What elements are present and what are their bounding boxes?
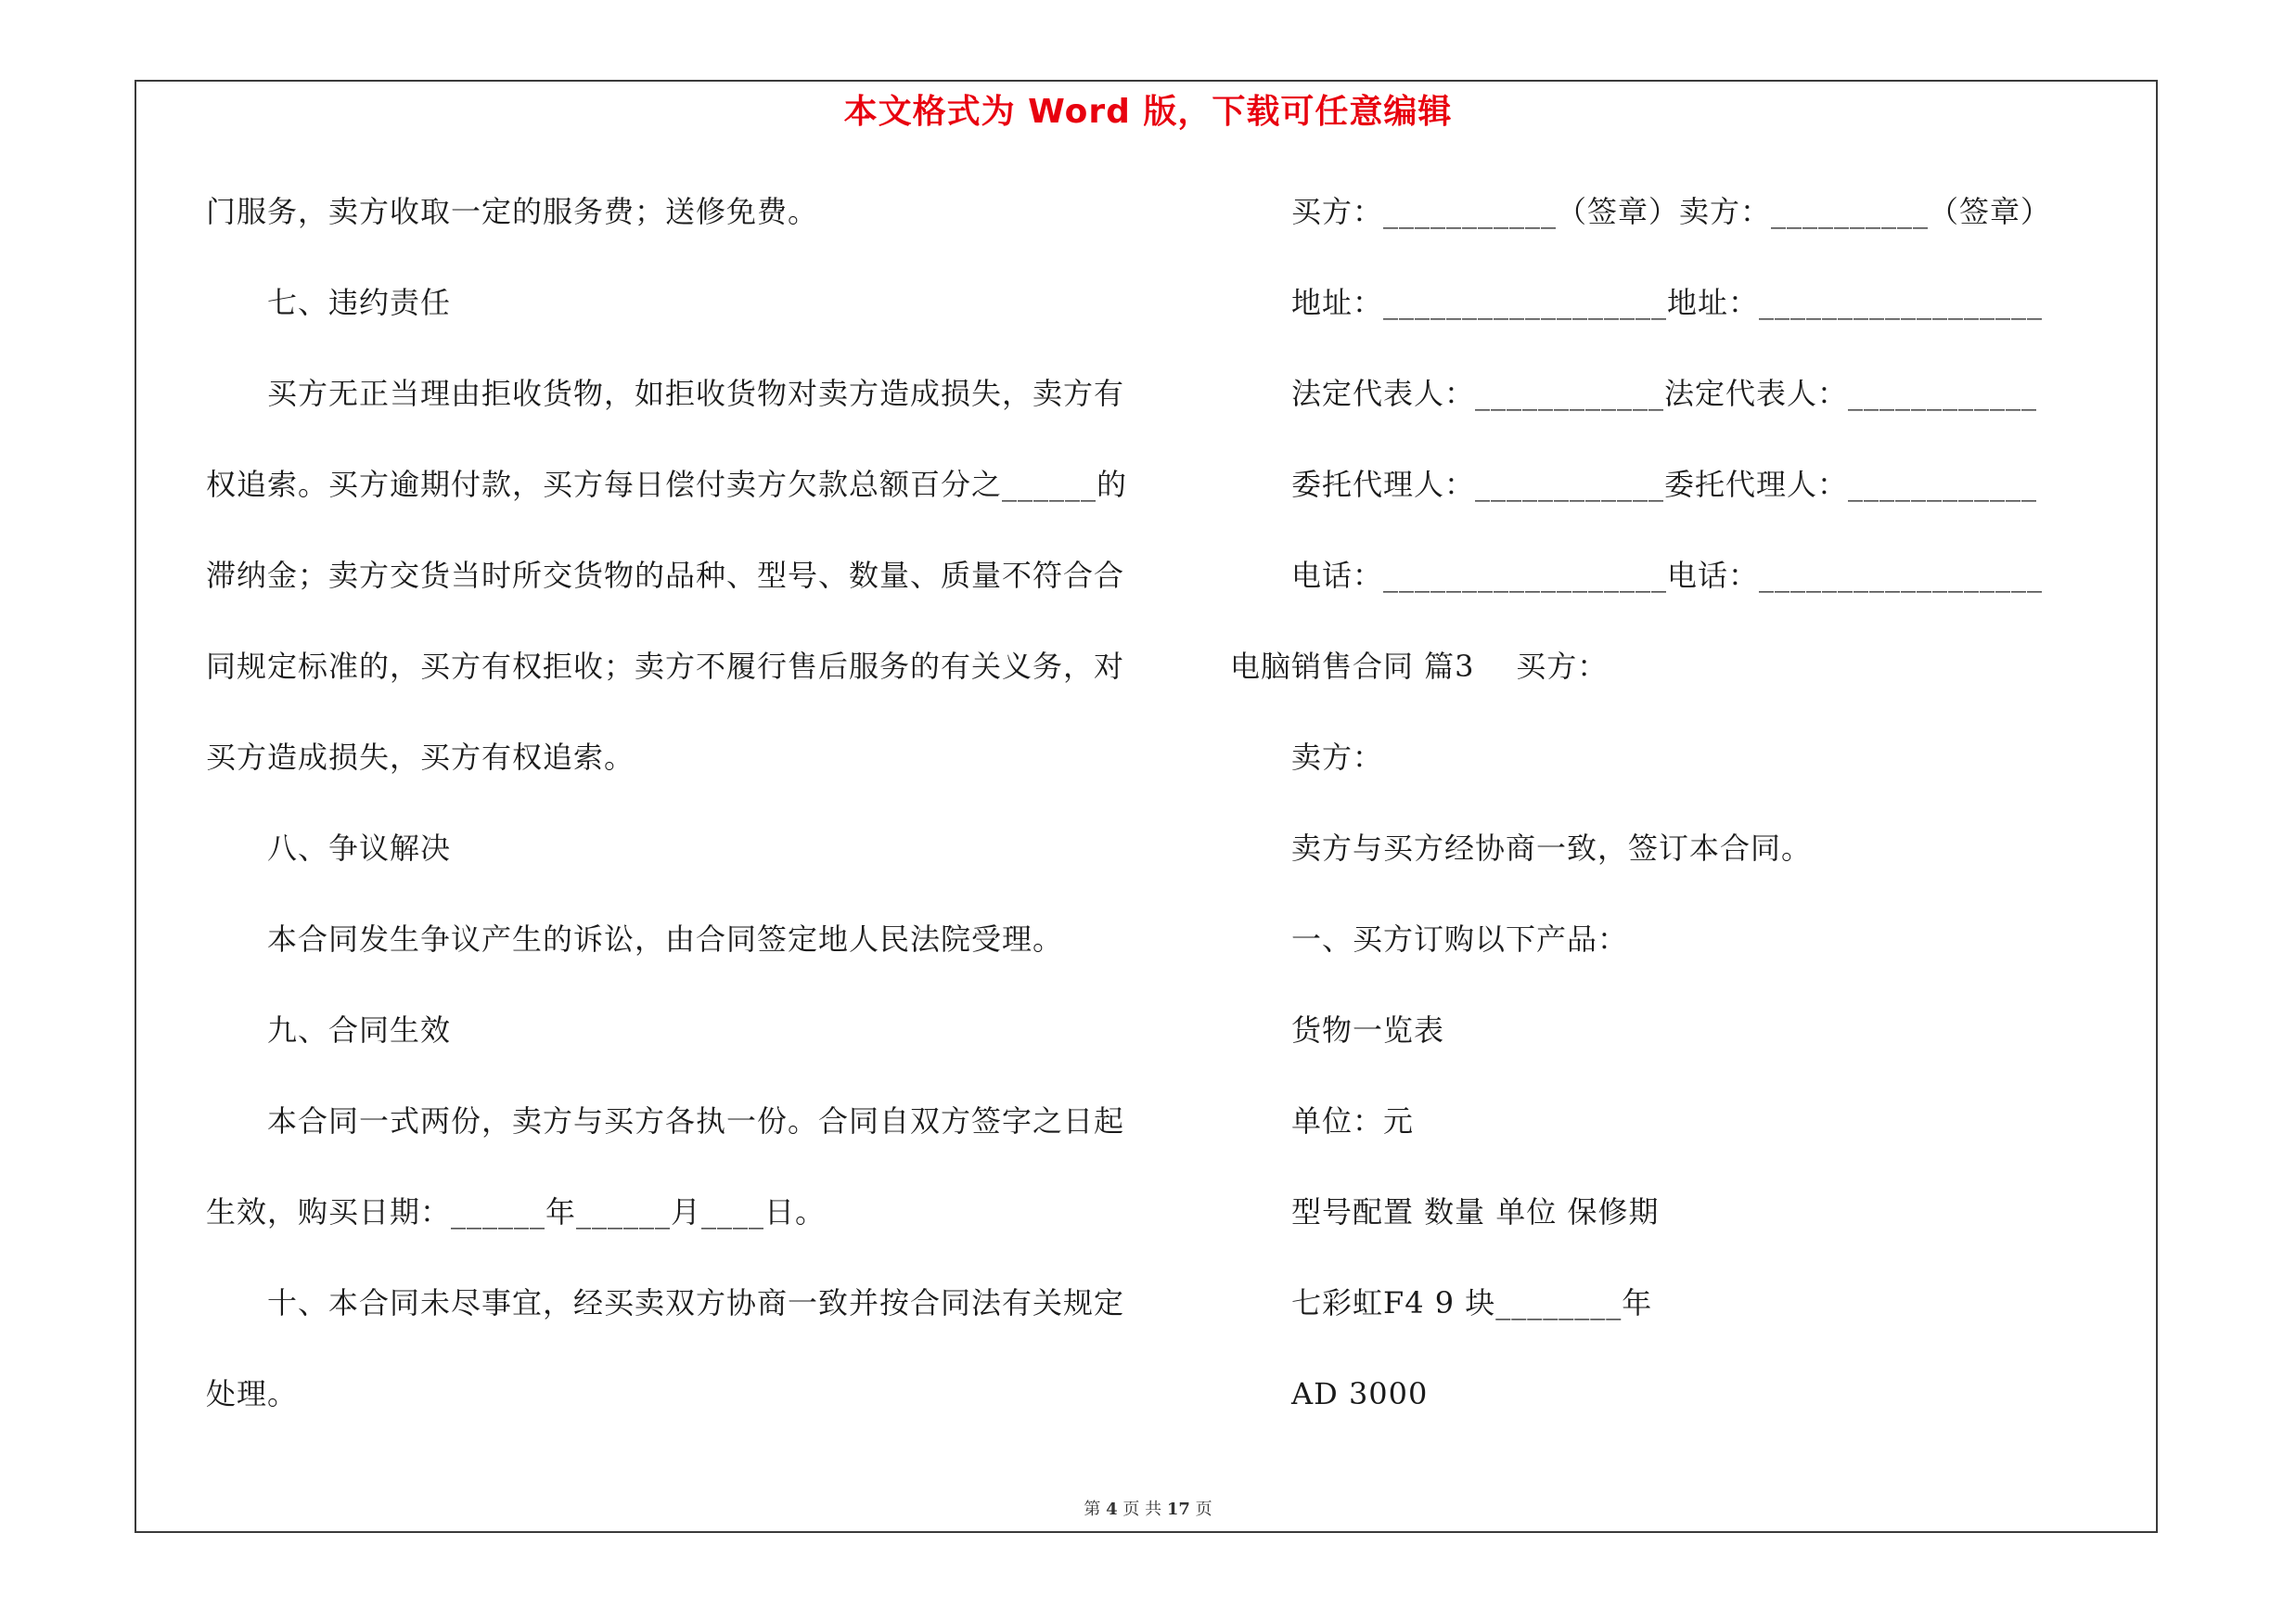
left-line-6: 同规定标准的，买方有权拒收；卖方不履行售后服务的有关义务，对 [206, 649, 1125, 684]
unit-label: 单位：元 [1291, 1103, 1415, 1139]
section-heading-breach: 七、违约责任 [267, 285, 452, 320]
footer-middle: 页 共 [1122, 1500, 1162, 1519]
goods-row-1: 七彩虹F4 9 块________年 [1291, 1285, 1653, 1320]
left-line-1: 门服务，卖方收取一定的服务费；送修免费。 [206, 194, 819, 229]
left-line-12: 生效，购买日期：______年______月____日。 [206, 1194, 827, 1230]
section-heading-effect: 九、合同生效 [267, 1012, 452, 1048]
signature-line-agent: 委托代理人：____________委托代理人：____________ [1291, 467, 2038, 502]
left-line-9: 本合同发生争议产生的诉讼，由合同签定地人民法院受理。 [267, 921, 1064, 957]
footer-suffix: 页 [1195, 1500, 1212, 1519]
left-line-11: 本合同一式两份，卖方与买方各执一份。合同自双方签字之日起 [267, 1103, 1125, 1139]
total-page-count: 17 [1166, 1500, 1190, 1519]
current-page-number: 4 [1106, 1500, 1118, 1519]
signature-line-address: 地址：__________________地址：__________________ [1291, 285, 2044, 320]
signature-line-legal-rep: 法定代表人：____________法定代表人：____________ [1291, 376, 2038, 411]
signature-line-parties: 买方：___________（签章）卖方：__________（签章） [1291, 194, 2052, 229]
left-line-14: 处理。 [206, 1376, 299, 1411]
left-line-4: 权追索。买方逾期付款，买方每日偿付卖方欠款总额百分之______的 [206, 467, 1128, 502]
page-number-footer [0, 1496, 2296, 1520]
seller-label: 卖方： [1291, 740, 1384, 775]
section-heading-order: 一、买方订购以下产品： [1291, 921, 1629, 957]
left-line-13: 十、本合同未尽事宜，经买卖双方协商一致并按合同法有关规定 [267, 1285, 1125, 1320]
left-line-3: 买方无正当理由拒收货物，如拒收货物对卖方造成损失，卖方有 [267, 376, 1125, 411]
footer-prefix: 第 [1084, 1500, 1101, 1519]
contract-title-part3: 电脑销售合同 篇3 买方： [1230, 649, 1609, 684]
document-banner: 本文格式为 Word 版，下载可任意编辑 [843, 93, 1453, 131]
signature-line-phone: 电话：__________________电话：__________________ [1291, 558, 2044, 593]
left-line-5: 滞纳金；卖方交货当时所交货物的品种、型号、数量、质量不符合合 [206, 558, 1125, 593]
goods-row-2: AD 3000 [1291, 1376, 1429, 1411]
goods-list-title: 货物一览表 [1291, 1012, 1445, 1048]
left-line-7: 买方造成损失，买方有权追索。 [206, 740, 635, 775]
section-heading-dispute: 八、争议解决 [267, 831, 452, 866]
agreement-statement: 卖方与买方经协商一致，签订本合同。 [1291, 831, 1813, 866]
goods-table-header: 型号配置 数量 单位 保修期 [1291, 1194, 1660, 1230]
